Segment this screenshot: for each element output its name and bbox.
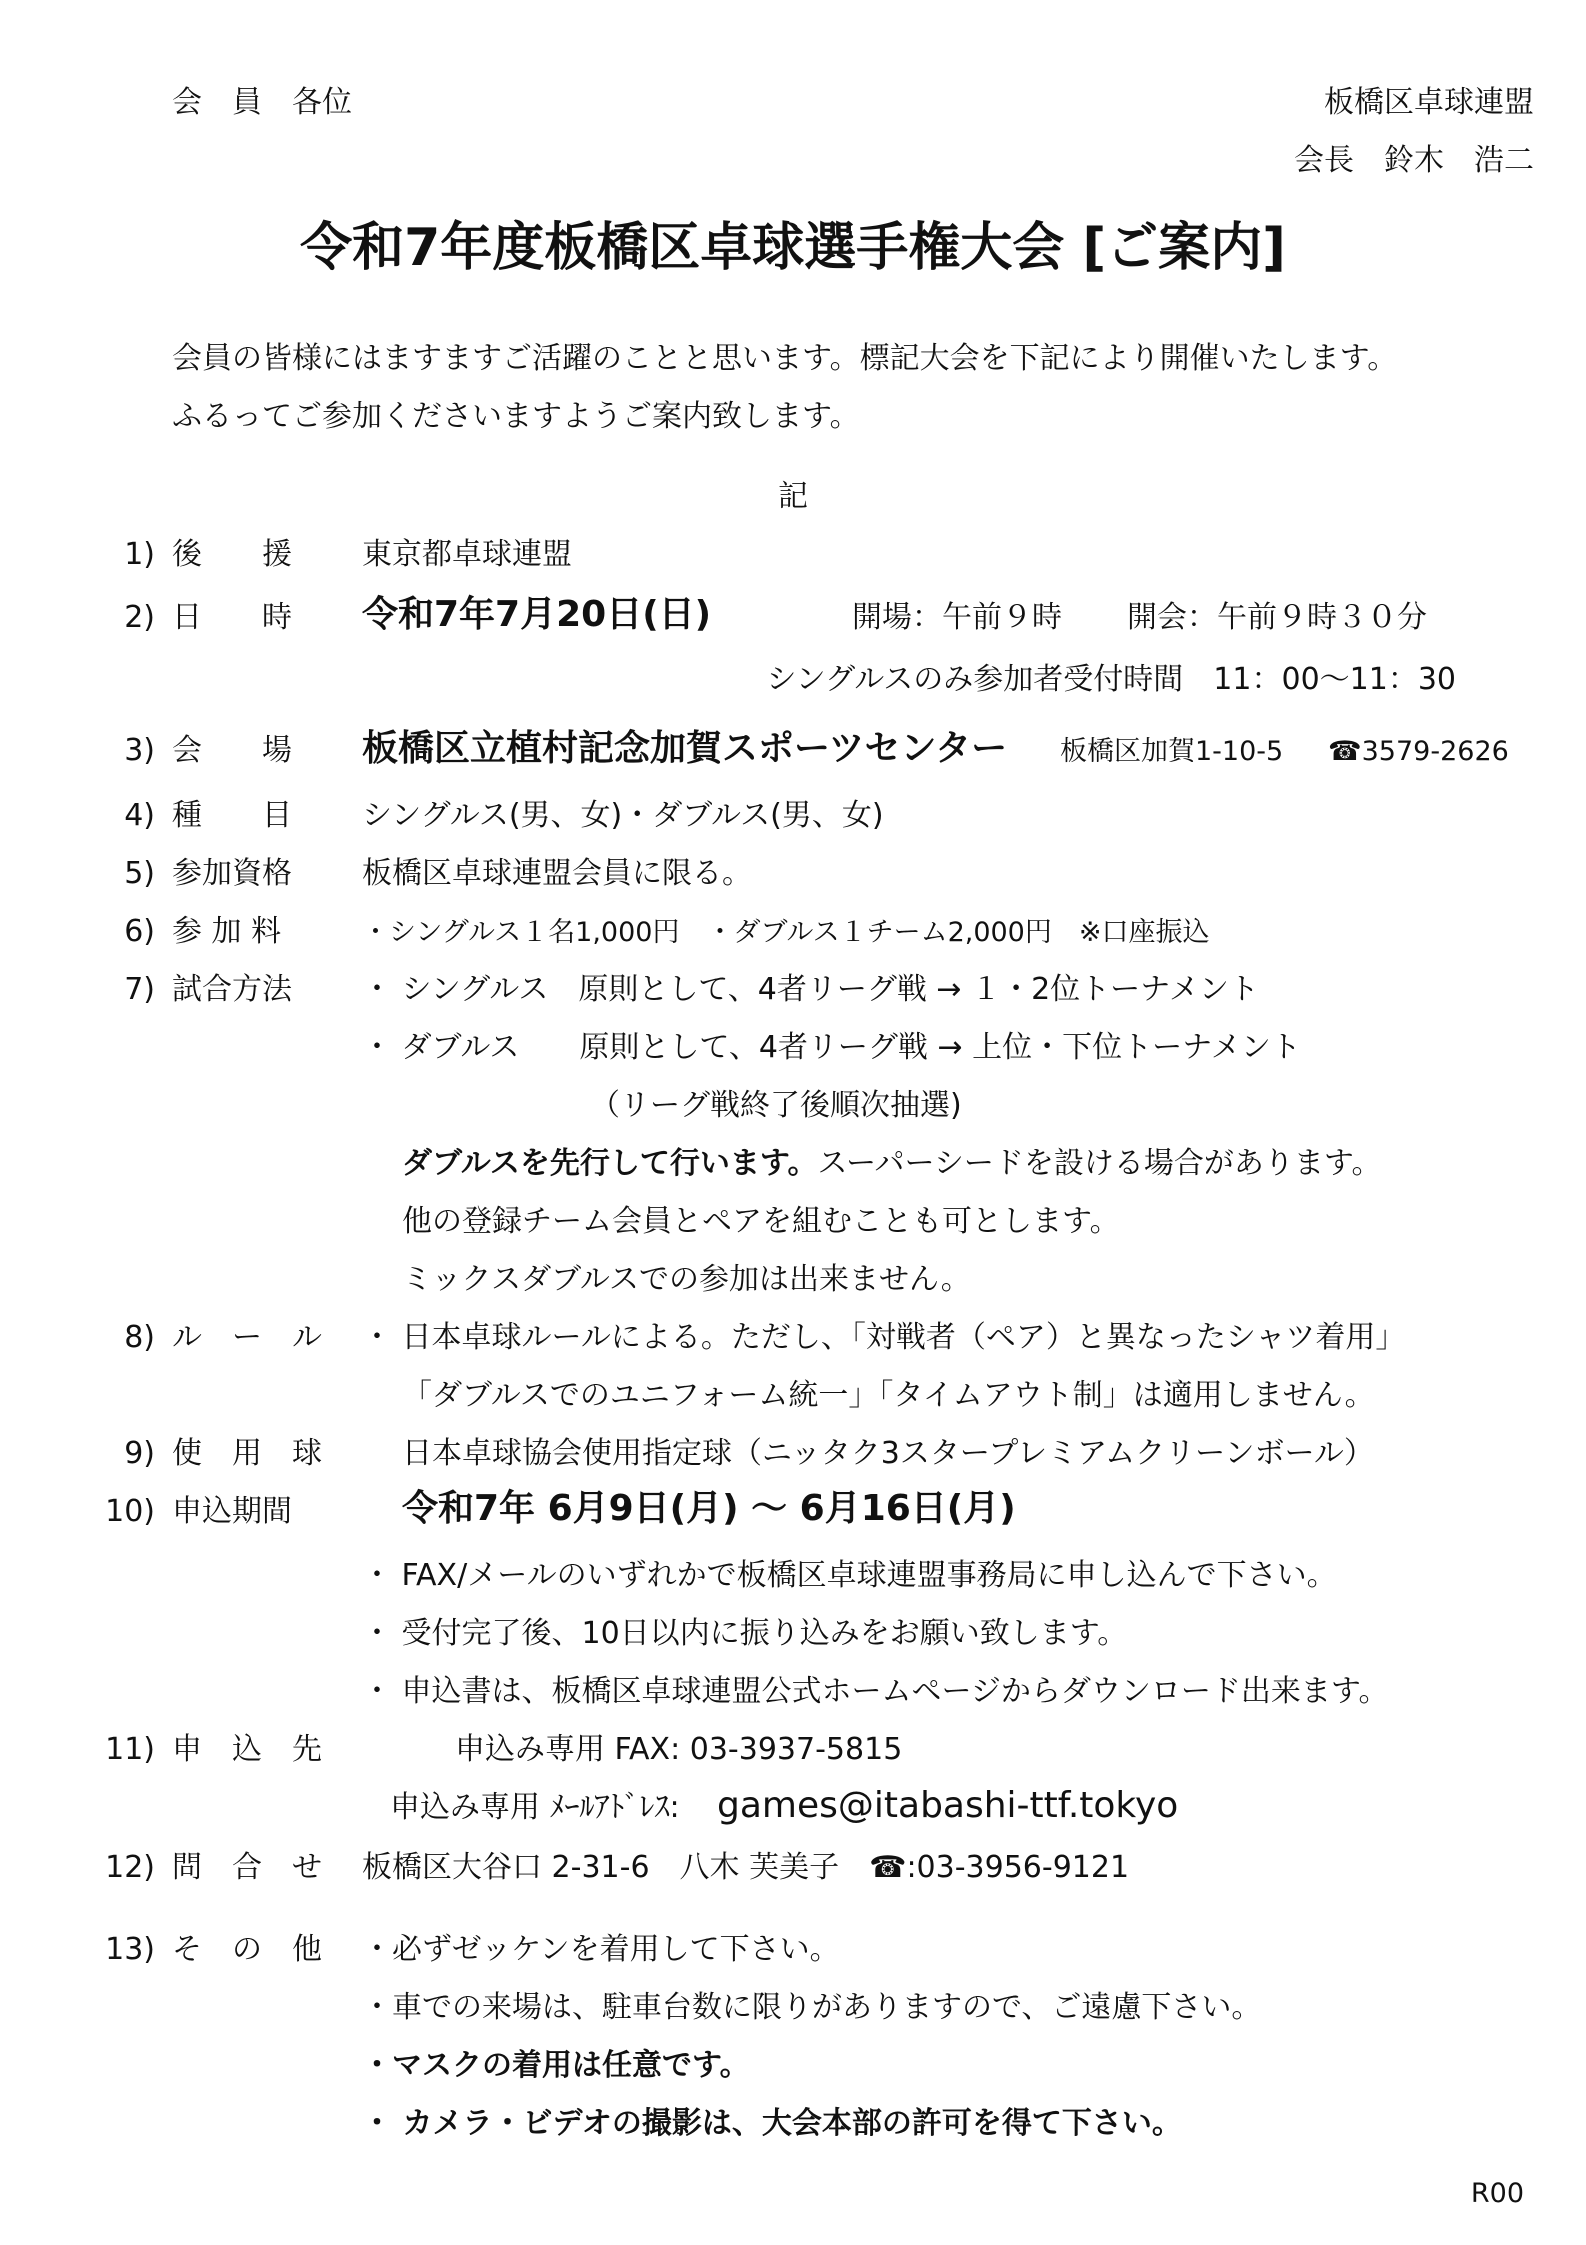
item-label: 後 援: [172, 537, 292, 572]
events: シングルス(男、女)・ダブルス(男、女): [362, 798, 884, 833]
application-note-3: ・ 申込書は、板橋区卓球連盟公式ホームページからダウンロード出来ます。: [362, 1674, 1389, 1709]
contact-info: 板橋区大谷口 2-31-6 八木 芙美子 ☎:03-3956-9121: [362, 1850, 1130, 1885]
doubles-first-note: ダブルスを先行して行います。: [402, 1146, 818, 1181]
item-number: 12): [105, 1850, 155, 1885]
page-title: 令和7年度板橋区卓球選手権大会 [ご案内]: [300, 218, 1286, 278]
document-code: R00: [1470, 2178, 1524, 2209]
item-number: 4): [124, 798, 155, 833]
lottery-note: （リーグ戦終了後順次抽選): [590, 1088, 962, 1123]
supporter: 東京都卓球連盟: [362, 537, 572, 572]
venue-name: 板橋区立植村記念加賀スポーツセンター: [362, 728, 1008, 769]
item-number: 7): [124, 972, 155, 1007]
item-label: 参 加 料: [172, 914, 282, 949]
item-label: 種 目: [172, 798, 292, 833]
singles-reception-time: シングルスのみ参加者受付時間 11：00～11：30: [766, 662, 1456, 697]
eligibility: 板橋区卓球連盟会員に限る。: [362, 856, 752, 891]
item-label: 参加資格: [172, 856, 292, 891]
item-label: 会 場: [172, 733, 292, 768]
item-label: 問 合 せ: [172, 1850, 322, 1885]
organization: 板橋区卓球連盟: [1324, 85, 1534, 120]
rules-line-2: 「ダブルスでのユニフォーム統一」「タイムアウト制」は適用しません。: [402, 1378, 1375, 1413]
fax-number: 申込み専用 FAX: 03-3937-5815: [455, 1732, 903, 1767]
item-number: 8): [124, 1320, 155, 1355]
ki-mark: 記: [778, 479, 808, 514]
president: 会長 鈴木 浩二: [1294, 143, 1534, 178]
intro-line-2: ふるってご参加くださいますようご案内致します。: [172, 399, 860, 434]
other-note-3: ・マスクの着用は任意です。: [362, 2048, 750, 2083]
rules-line-1: ・ 日本卓球ルールによる。ただし、「対戦者（ペア）と異なったシャツ着用」: [362, 1320, 1406, 1355]
item-label: 申 込 先: [172, 1732, 322, 1767]
item-number: 6): [124, 914, 155, 949]
entry-fee: ・シングルス１名1,000円 ・ダブルス１チーム2,000円 ※口座振込: [362, 917, 1210, 948]
event-date: 令和7年7月20日(日): [362, 594, 712, 635]
doubles-format: ・ ダブルス 原則として、4者リーグ戦 → 上位・下位トーナメント: [362, 1030, 1301, 1065]
intro-line-1: 会員の皆様にはますますご活躍のことと思います。標記大会を下記により開催いたします。: [172, 341, 1398, 376]
venue-phone: ☎3579-2626: [1328, 736, 1509, 767]
item-number: 13): [105, 1932, 155, 1967]
mail-label: 申込み専用 ﾒｰﾙｱﾄﾞﾚｽ:: [390, 1790, 680, 1825]
singles-format: ・ シングルス 原則として、4者リーグ戦 → １・2位トーナメント: [362, 972, 1259, 1007]
format-note-3: ミックスダブルスでの参加は出来ません。: [402, 1262, 971, 1297]
item-number: 1): [124, 537, 155, 572]
mail-address: games@itabashi-ttf.tokyo: [717, 1785, 1179, 1826]
item-label: ル ー ル: [172, 1320, 322, 1355]
item-number: 3): [124, 733, 155, 768]
venue-address: 板橋区加賀1-10-5: [1060, 736, 1284, 767]
other-note-4: ・ カメラ・ビデオの撮影は、大会本部の許可を得て下さい。: [362, 2106, 1182, 2141]
super-seed-note: スーパーシードを設ける場合があります。: [817, 1146, 1382, 1181]
application-note-1: ・ FAX/メールのいずれかで板橋区卓球連盟事務局に申し込んで下さい。: [362, 1558, 1337, 1593]
item-number: 2): [124, 600, 155, 635]
application-period: 令和7年 6月9日(月) ～ 6月16日(月): [402, 1488, 1016, 1529]
application-note-2: ・ 受付完了後、10日以内に振り込みをお願い致します。: [362, 1616, 1128, 1651]
item-label: 日 時: [172, 600, 292, 635]
start-time: 開会：午前９時３０分: [1127, 600, 1427, 635]
other-note-2: ・車での来場は、駐車台数に限りがありますので、ご遠慮下さい。: [362, 1990, 1262, 2025]
item-label: 使 用 球: [172, 1436, 322, 1471]
item-label: 試合方法: [172, 972, 292, 1007]
item-number: 9): [124, 1436, 155, 1471]
item-label: 申込期間: [172, 1494, 292, 1529]
item-number: 11): [105, 1732, 155, 1767]
format-note-2: 他の登録チーム会員とペアを組むことも可とします。: [402, 1204, 1120, 1239]
format-note-1: [402, 1146, 1382, 1181]
item-label: そ の 他: [172, 1932, 322, 1967]
official-ball: 日本卓球協会使用指定球（ニッタク3スタープレミアムクリーンボール）: [402, 1436, 1374, 1471]
item-number: 10): [105, 1494, 155, 1529]
item-number: 5): [124, 856, 155, 891]
other-note-1: ・必ずゼッケンを着用して下さい。: [362, 1932, 840, 1967]
opening-time: 開場：午前９時: [852, 600, 1062, 635]
addressee: 会 員 各位: [172, 85, 352, 120]
